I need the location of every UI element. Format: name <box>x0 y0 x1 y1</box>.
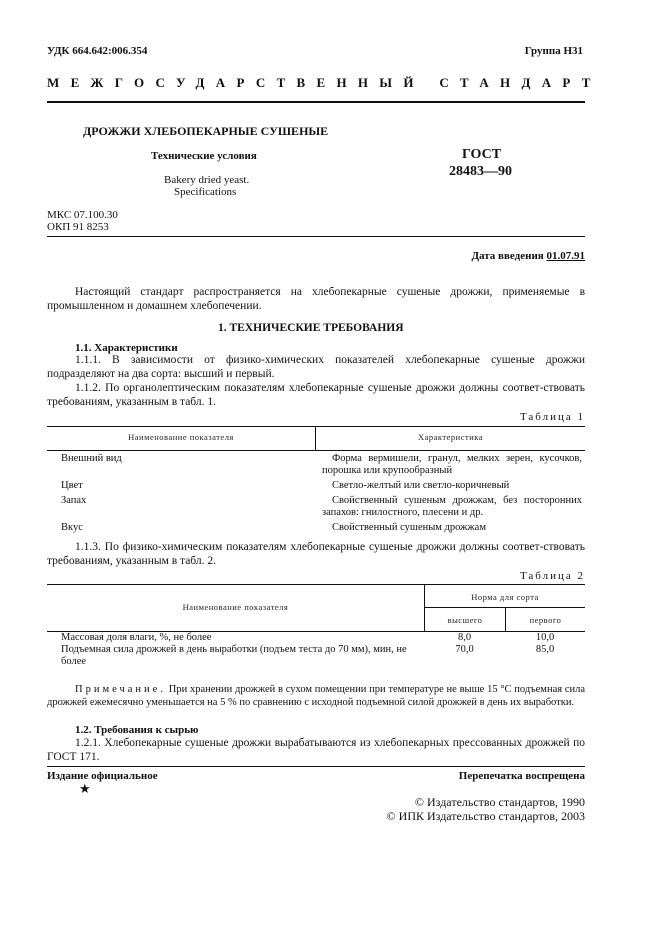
table1-cell-name: Цвет <box>61 480 83 491</box>
subsection-heading-1-1: 1.1. Характеристики <box>75 342 178 354</box>
note-text: При хранении дрожжей в сухом помещении при температуре не выше 15 °С подъемная сила дрожжей ежемесячно уменьшается на 5 % по сравнению с исходной подъемной силой дрожжей в день их выработки. <box>47 684 586 708</box>
section-heading: 1. ТЕХНИЧЕСКИЕ ТРЕБОВАНИЯ <box>218 322 404 334</box>
paragraph-1-1-2: 1.1.2. По органолептическим показателям хлебопекарные сушеные дрожжи должны соответ-ствовать требованиям, указанным в табл. 1. <box>47 382 585 408</box>
group-code: Группа Н31 <box>524 45 583 57</box>
table2-top-rule <box>47 584 585 585</box>
table1-cell-name: Запах <box>61 495 87 506</box>
paragraph-1-1-1: 1.1.1. В зависимости от физико-химических показателей хлебопекарные сушеные дрожжи подразделяют на два сорта: высший и первый. <box>47 354 585 380</box>
table-row <box>58 632 585 644</box>
table2-cell-premium: 70,0 <box>455 644 474 655</box>
gost-number: 28483—90 <box>449 164 512 179</box>
table2-cell-first: 10,0 <box>535 632 555 643</box>
table1-top-rule <box>47 426 585 427</box>
table2-col1-header: Наименование показателя <box>182 602 289 612</box>
table1-header-rule <box>47 450 585 451</box>
table2-group-header: Норма для сорта <box>471 592 539 602</box>
table-row <box>58 644 585 668</box>
table-row <box>58 495 585 522</box>
introduction-date <box>471 250 585 262</box>
subsection-heading-1-2: 1.2. Требования к сырью <box>75 724 199 736</box>
header-rule <box>47 101 585 103</box>
table-row <box>58 522 585 537</box>
table1 <box>58 453 585 537</box>
table-row <box>58 480 585 495</box>
table2-cell-name: Подъемная сила дрожжей в день выработки (подъем теста до 70 мм), мин, не более <box>61 644 407 667</box>
table-row <box>58 453 585 480</box>
introduction-date-label: Дата введения <box>471 250 544 262</box>
udk-code: УДК 664.642:006.354 <box>47 45 148 57</box>
table2-sub1-header: высшего <box>447 615 483 625</box>
copyright-1990: © Издательство стандартов, 1990 <box>414 795 585 809</box>
introduction-date-value: 01.07.91 <box>546 250 585 262</box>
table1-cell-value: Светло-желтый или светло-коричневый <box>332 480 510 491</box>
footer-rule <box>47 766 585 767</box>
paragraph-1-1-3: 1.1.3. По физико-химическим показателям хлебопекарные сушеные дрожжи должны соответ-ствовать требованиям, указанным в табл. 2. <box>47 541 585 567</box>
table1-cell-name: Внешний вид <box>61 453 122 464</box>
table2-group-rule <box>424 607 585 608</box>
english-title-line2: Specifications <box>174 186 237 198</box>
table2-cell-first: 85,0 <box>535 644 555 655</box>
reprint-prohibited-label: Перепечатка воспрещена <box>458 770 585 782</box>
standard-banner: МЕЖГОСУДАРСТВЕННЫЙ СТАНДАРТ <box>47 75 602 90</box>
table1-cell-name: Вкус <box>61 522 83 533</box>
table2-cell-name: Массовая доля влаги, %, не более <box>61 632 212 643</box>
table2 <box>58 632 585 668</box>
mks-code: МКС 07.100.30 <box>47 209 118 221</box>
table2-note <box>47 684 585 709</box>
table1-cell-value: Свойственный сушеным дрожжам, без посторонних запахов: гнилостного, плесени и др. <box>322 495 582 518</box>
table1-col1-header: Наименование показателя <box>128 432 234 442</box>
document-title: ДРОЖЖИ ХЛЕБОПЕКАРНЫЕ СУШЕНЫЕ <box>83 124 329 138</box>
copyright-2003: © ИПК Издательство стандартов, 2003 <box>386 809 585 823</box>
star-icon: ★ <box>79 781 91 796</box>
table1-cell-value: Форма вермишели, гранул, мелких зерен, кусочков, порошка или крупообразный <box>322 453 582 476</box>
intro-paragraph: Настоящий стандарт распространяется на хлебопекарные сушеные дрожжи, применяемые в промышленном и домашнем хлебопечении. <box>47 286 585 312</box>
codes-rule <box>47 236 585 237</box>
table1-cell-value: Свойственный сушеным дрожжам <box>332 522 486 533</box>
okp-code: ОКП 91 8253 <box>47 221 109 233</box>
table1-caption: Таблица 1 <box>519 411 585 423</box>
table2-cell-premium: 8,0 <box>457 632 472 643</box>
official-edition-label: Издание официальное <box>47 770 158 782</box>
table2-caption: Таблица 2 <box>519 570 585 582</box>
gost-label: ГОСТ <box>462 147 502 162</box>
document-subtitle: Технические условия <box>151 150 257 162</box>
table1-col2-header: Характеристика <box>417 432 484 442</box>
english-title-line1: Bakery dried yeast. <box>164 174 250 186</box>
table1-body <box>58 453 585 537</box>
paragraph-1-2-1: 1.2.1. Хлебопекарные сушеные дрожжи вырабатываются из хлебопекарных прессованных дрожжей по ГОСТ 171. <box>47 737 585 763</box>
table2-sub2-header: первого <box>529 615 562 625</box>
note-label: Примечание. <box>75 684 166 695</box>
table2-body <box>58 632 585 668</box>
